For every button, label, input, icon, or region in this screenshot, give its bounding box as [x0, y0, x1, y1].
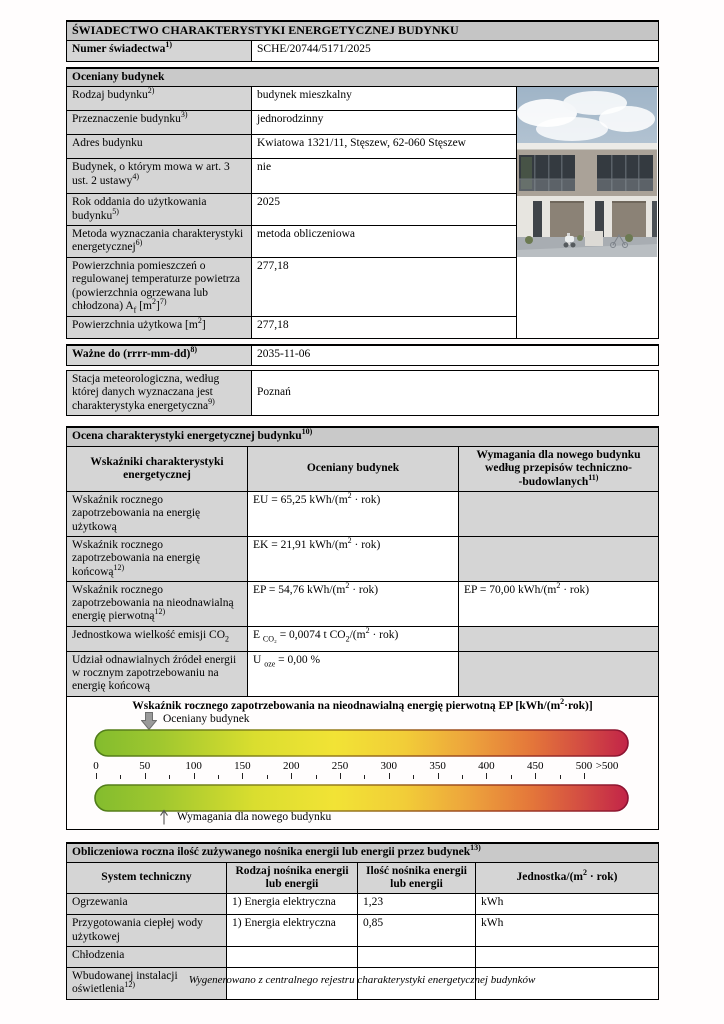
scale-tick-label: 0 [93, 759, 99, 772]
indicator-label: Wskaźnik rocznego zapotrzebowania na energię użytkową [67, 491, 248, 536]
ep-gradient-bar-top [94, 729, 629, 757]
consumption-section-header: Obliczeniowa roczna ilość zużywanego nośnika energii lub energii przez budynek$^{13)}$ [67, 843, 659, 863]
table-row [67, 862, 659, 894]
table-row [67, 915, 659, 947]
field-label: Powierzchnia pomieszczeń o regulowanej temperaturze powietrza (powierzchnia ogrzewana lub chłodzona) $A_f$ $[m^2]^{7)}$ [67, 257, 252, 316]
building-photo-illustration [517, 87, 657, 257]
scale-tick-label: 400 [478, 759, 495, 772]
field-value: 277,18 [252, 257, 517, 316]
indicator-label: Wskaźnik rocznego zapotrzebowania na energię końcową$^{12)}$ [67, 536, 248, 581]
amount-value [358, 947, 476, 968]
field-value: metoda obliczeniowa [252, 225, 517, 257]
table-row [67, 581, 659, 626]
ep-scale-chart [67, 697, 658, 829]
scale-tick-label: 250 [331, 759, 349, 772]
column-header: Wskaźniki charakterystyki energetycznej [67, 446, 248, 491]
title-table [66, 20, 659, 62]
indicator-label: Jednostkowa wielkość emisji $CO_2$ [67, 626, 248, 651]
table-row [67, 696, 659, 829]
indicator-value: EP = 54,76 kWh/$(m^2 \cdot rok)$ [248, 581, 459, 626]
assessed-building-label: Oceniany budynek [163, 712, 250, 725]
unit-value: kWh [476, 915, 659, 947]
meteo-station-value: Poznań [252, 370, 659, 415]
requirement-value [459, 491, 659, 536]
field-label: Metoda wyznaczania charakterystyki energetycznej$^{6)}$ [67, 225, 252, 257]
column-header: Wymagania dla nowego budynku według przepisów techniczno- -budowlanych$^{11)}$ [459, 446, 659, 491]
column-header: Ilość nośnika energii lub energii [358, 862, 476, 894]
scale-tick-label: 300 [380, 759, 398, 772]
system-label: Chłodzenia [67, 947, 227, 968]
field-label: Rodzaj budynku$^{2)}$ [67, 87, 252, 111]
scale-tick-label: 200 [282, 759, 300, 772]
certificate-number-label: Numer świadectwa$^{1)}$ [67, 40, 252, 61]
amount-value: 1,23 [358, 894, 476, 915]
meteo-station-table [66, 370, 659, 416]
required-arrow-icon [158, 809, 170, 825]
field-value: 277,18 [252, 316, 517, 338]
ep-scale-axis [67, 760, 659, 783]
table-row [67, 491, 659, 536]
requirement-value [459, 536, 659, 581]
field-value: 2025 [252, 194, 517, 226]
ep-gradient-bar-bottom [94, 784, 629, 812]
field-label: Adres budynku [67, 135, 252, 159]
assessment-table [66, 426, 659, 830]
table-row [67, 626, 659, 651]
document-title: ŚWIADECTWO CHARAKTERYSTYKI ENERGETYCZNEJ BUDYNKU [67, 21, 659, 40]
field-label: Powierzchnia użytkowa $[m^2]$ [67, 316, 252, 338]
unit-value [476, 947, 659, 968]
system-label: Ogrzewania [67, 894, 227, 915]
carrier-value: 1) Energia elektryczna [227, 894, 358, 915]
field-value: jednorodzinny [252, 111, 517, 135]
building-section-header: Oceniany budynek [67, 68, 659, 87]
table-row [67, 536, 659, 581]
indicator-label: Udział odnawialnych źródeł energii w rocznym zapotrzebowaniu na energię końcową [67, 651, 248, 696]
field-label: Rok oddania do użytkowania budynku$^{5)}$ [67, 194, 252, 226]
table-row [67, 947, 659, 968]
table-row [67, 446, 659, 491]
scale-tick-label: 100 [185, 759, 202, 772]
scale-tick-label: 150 [234, 759, 251, 772]
carrier-value: 1) Energia elektryczna [227, 915, 358, 947]
column-header: Rodzaj nośnika energii lub energii [227, 862, 358, 894]
building-photo [517, 87, 659, 339]
scale-overflow-label: >500 [595, 759, 619, 772]
table-row [67, 87, 659, 111]
valid-until-label: Ważne do (rrrr-mm-dd)$^{8)}$ [67, 345, 252, 366]
table-row [67, 894, 659, 915]
system-label: Przygotowania ciepłej wody użytkowej [67, 915, 227, 947]
column-header: Oceniany budynek [248, 446, 459, 491]
assessed-building-arrow-icon [141, 712, 157, 730]
requirement-value [459, 626, 659, 651]
column-header: Jednostka/$(m^2 \cdot rok)$ [476, 862, 659, 894]
requirement-value [459, 651, 659, 696]
indicator-label: Wskaźnik rocznego zapotrzebowania na nieodnawialną energię pierwotną$^{12)}$ [67, 581, 248, 626]
indicator-value: E $_{CO_2}$ = 0,0074 t $CO_2/(m^2 \cdot rok)$ [248, 626, 459, 651]
table-row [67, 651, 659, 696]
amount-value: 0,85 [358, 915, 476, 947]
indicator-value: EK = 21,91 kWh/$(m^2 \cdot rok)$ [248, 536, 459, 581]
valid-until-value: 2035-11-06 [252, 345, 659, 366]
field-value: budynek mieszkalny [252, 87, 517, 111]
field-value: nie [252, 159, 517, 194]
field-label: Budynek, o którym mowa w art. 3 ust. 2 ustawy$^{4)}$ [67, 159, 252, 194]
certificate-number-value: SCHE/20744/5171/2025 [252, 40, 659, 61]
scale-tick-label: 350 [429, 759, 446, 772]
column-header: System techniczny [67, 862, 227, 894]
ep-chart-title: Wskaźnik rocznego zapotrzebowania na nieodnawialną energię pierwotną EP $[kWh/(m^2\cdot rok)]$ [132, 696, 593, 712]
carrier-value [227, 947, 358, 968]
required-label: Wymagania dla nowego budynku [177, 810, 332, 823]
certificate-document [66, 20, 658, 1000]
building-table [66, 67, 659, 339]
valid-until-table [66, 344, 659, 366]
meteo-station-label: Stacja meteorologiczna, według której danych wyznaczana jest charakterystyka energetyczna$^{9)}$ [67, 370, 252, 415]
ep-scale-chart-cell [67, 696, 659, 829]
field-value: Kwiatowa 1321/11, Stęszew, 62-060 Stęszew [252, 135, 517, 159]
assessment-section-header: Ocena charakterystyki energetycznej budynku$^{10)}$ [67, 427, 659, 447]
unit-value: kWh [476, 894, 659, 915]
requirement-value: EP = 70,00 kWh/$(m^2 \cdot rok)$ [459, 581, 659, 626]
field-label: Przeznaczenie budynku$^{3)}$ [67, 111, 252, 135]
generated-from-registry-note: Wygenerowano z centralnego rejestru charakterystyki energetycznej budynków [188, 974, 536, 986]
scale-tick-label: 500 [575, 759, 593, 772]
indicator-value: U $_{oze}$ = 0,00 % [248, 651, 459, 696]
scale-tick-label: 50 [139, 759, 151, 772]
system-label: Wbudowanej instalacji oświetlenia$^{12)}$ [67, 968, 227, 1000]
scale-tick-label: 450 [526, 759, 544, 772]
indicator-value: EU = 65,25 kWh/$(m^2 \cdot rok)$ [248, 491, 459, 536]
